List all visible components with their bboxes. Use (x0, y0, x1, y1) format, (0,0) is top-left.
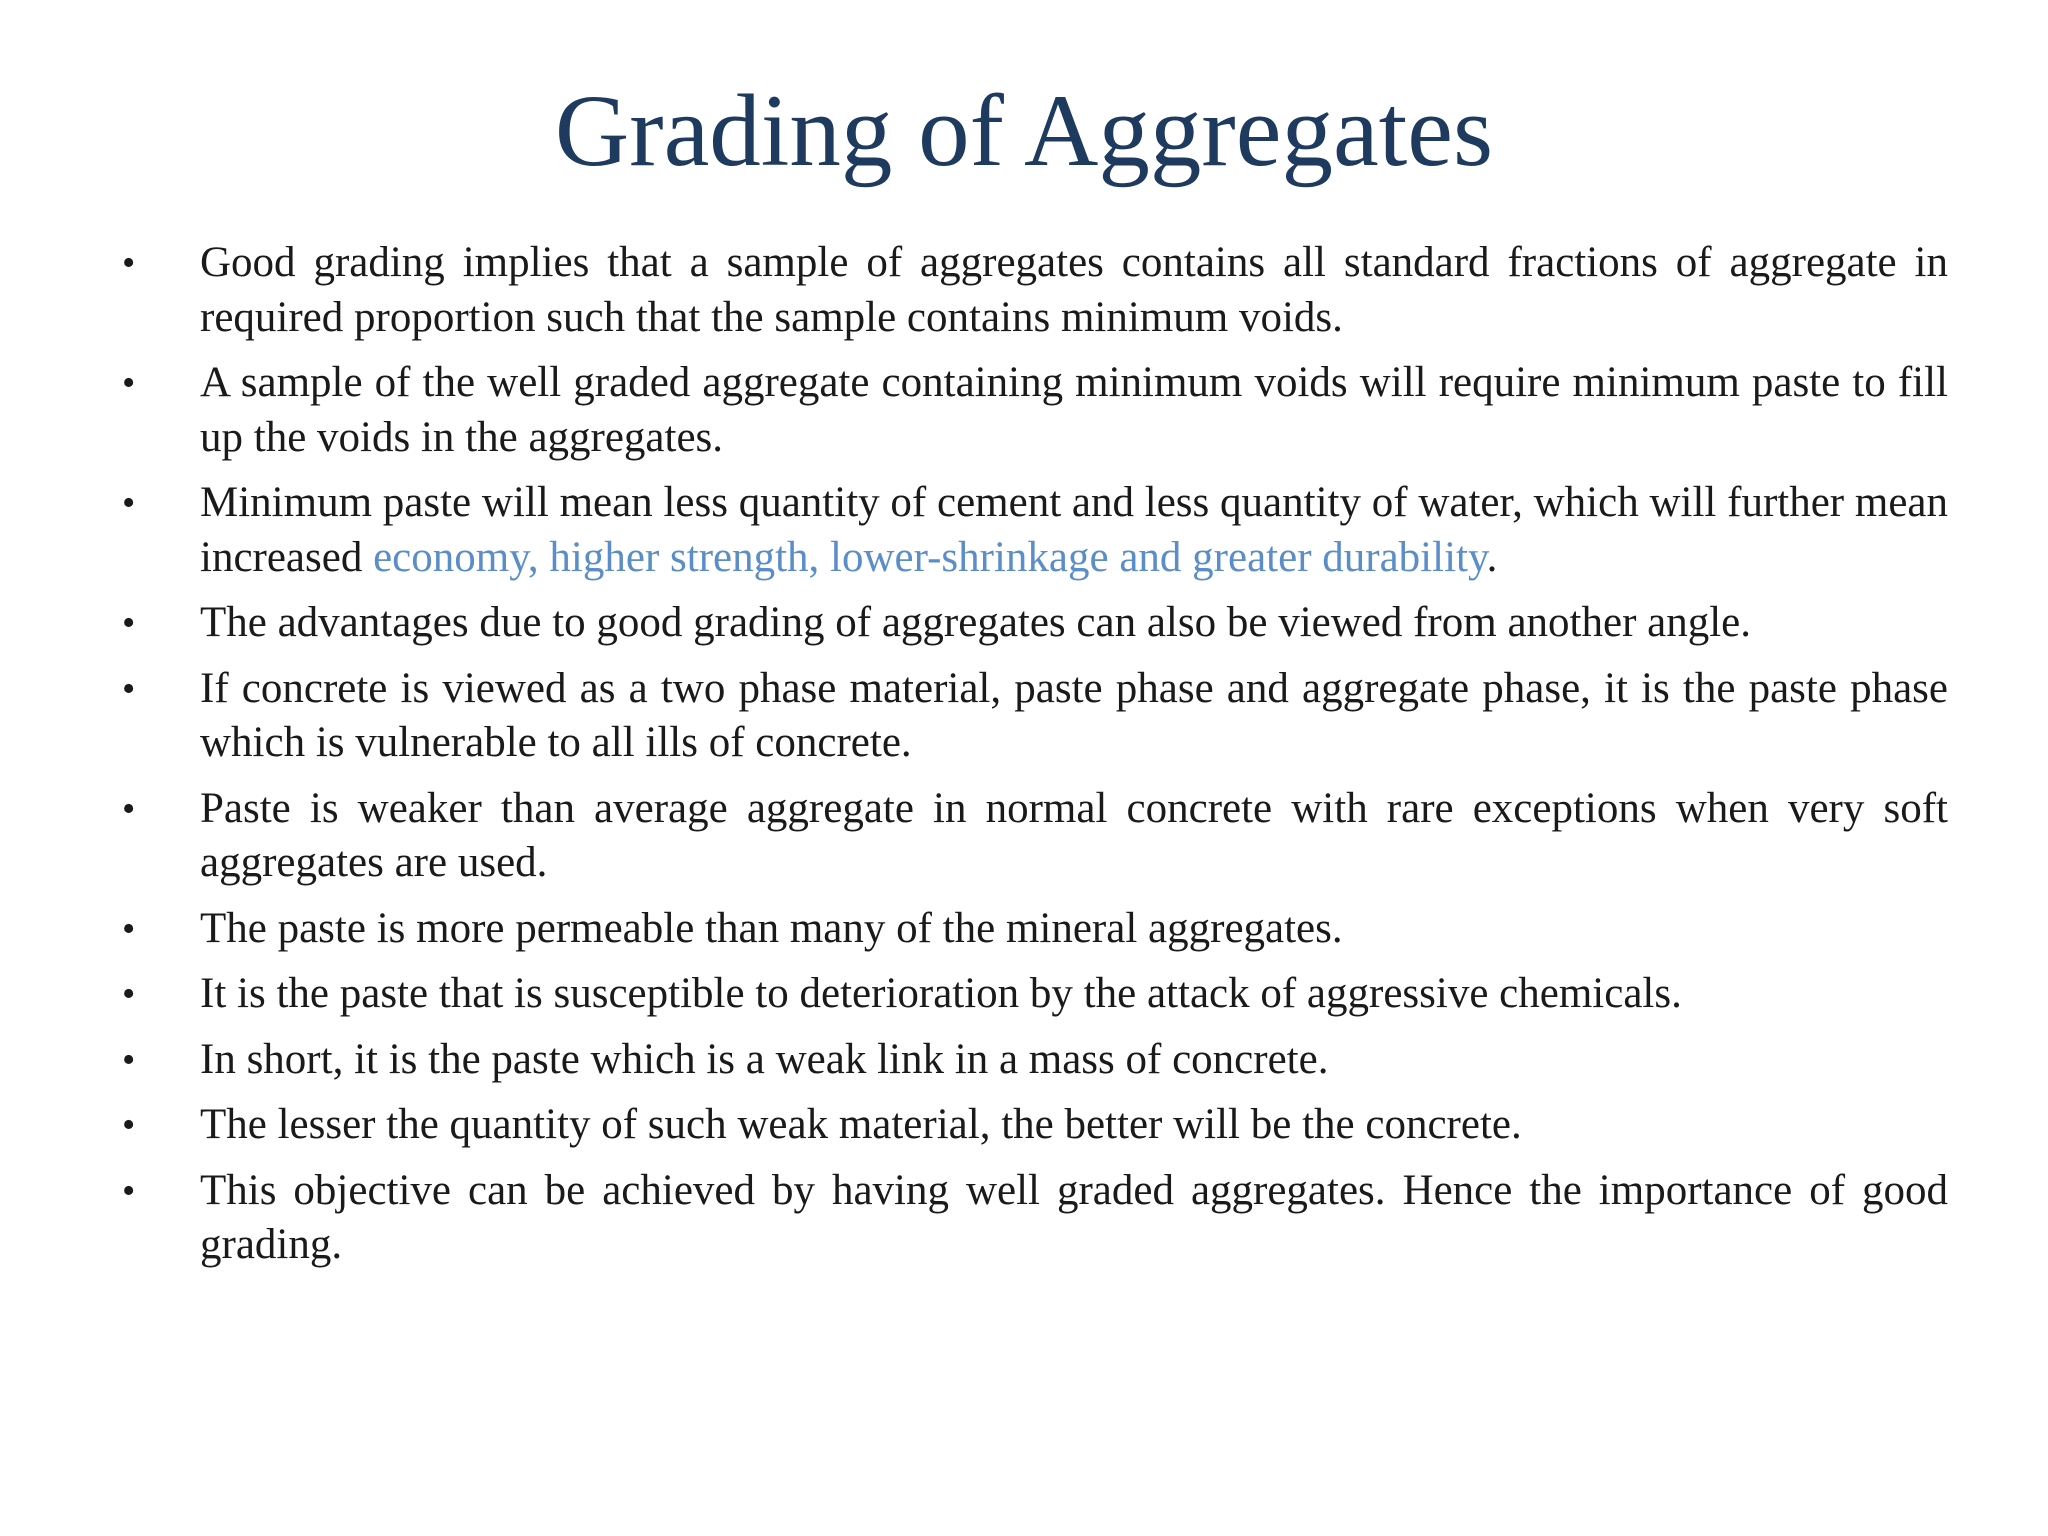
bullet-item (120, 356, 1948, 465)
bullet-icon: • (122, 482, 136, 524)
bullet-icon: • (122, 242, 136, 284)
bullet-item (120, 236, 1948, 345)
bullet-text: It is the paste that is susceptible to deterioration by the attack of aggressive chemicals. (200, 970, 1682, 1017)
bullet-text-before: Minimum paste will mean less quantity of cement and less quantity of water, which will further mean increased (200, 479, 1948, 581)
bullet-text: In short, it is the paste which is a weak link in a mass of concrete. (200, 1035, 1329, 1083)
bullet-item (120, 1033, 1948, 1088)
bullet-icon: • (122, 1169, 136, 1212)
bullet-icon: • (122, 973, 136, 1015)
bullet-icon: • (122, 1038, 136, 1081)
bullet-text: The lesser the quantity of such weak material, the better will be the concrete. (200, 1101, 1522, 1148)
bullet-text: Good grading implies that a sample of aggregates contains all standard fractions of aggregate in required proportion such that the sample contains minimum voids. (200, 239, 1948, 341)
highlighted-benefits: economy, higher strength, lower-shrinkage and greater durability (373, 533, 1487, 581)
bullet-icon: • (122, 362, 136, 404)
bullet-item (120, 662, 1948, 771)
bullet-item (120, 967, 1948, 1022)
bullet-text: The advantages due to good grading of aggregates can also be viewed from another angle. (200, 599, 1752, 646)
bullet-item (120, 1164, 1948, 1273)
bullet-list (120, 236, 1948, 1284)
bullet-item (120, 476, 1948, 585)
bullet-text: The paste is more permeable than many of the mineral aggregates. (200, 904, 1343, 952)
bullet-item (120, 1098, 1948, 1153)
bullet-text (200, 476, 1948, 585)
bullet-text: Paste is weaker than average aggregate in normal concrete with rare exceptions when very soft aggregates are used. (200, 784, 1948, 886)
bullet-text: This objective can be achieved by having well graded aggregates. Hence the importance of good grading. (200, 1166, 1948, 1268)
bullet-item (120, 782, 1948, 891)
bullet-icon: • (122, 667, 136, 710)
bullet-text: A sample of the well graded aggregate containing minimum voids will require minimum paste to fill up the voids in the aggregates. (200, 359, 1948, 461)
bullet-text: If concrete is viewed as a two phase material, paste phase and aggregate phase, it is the paste phase which is vulnerable to all ills of concrete. (200, 664, 1948, 766)
bullet-icon: • (122, 907, 136, 950)
bullet-icon: • (122, 1104, 136, 1146)
bullet-item (120, 596, 1948, 651)
bullet-item (120, 902, 1948, 957)
bullet-text-after: . (1486, 533, 1498, 581)
bullet-icon: • (122, 602, 136, 644)
bullet-icon: • (122, 787, 136, 830)
slide-title: Grading of Aggregates (554, 74, 1494, 188)
